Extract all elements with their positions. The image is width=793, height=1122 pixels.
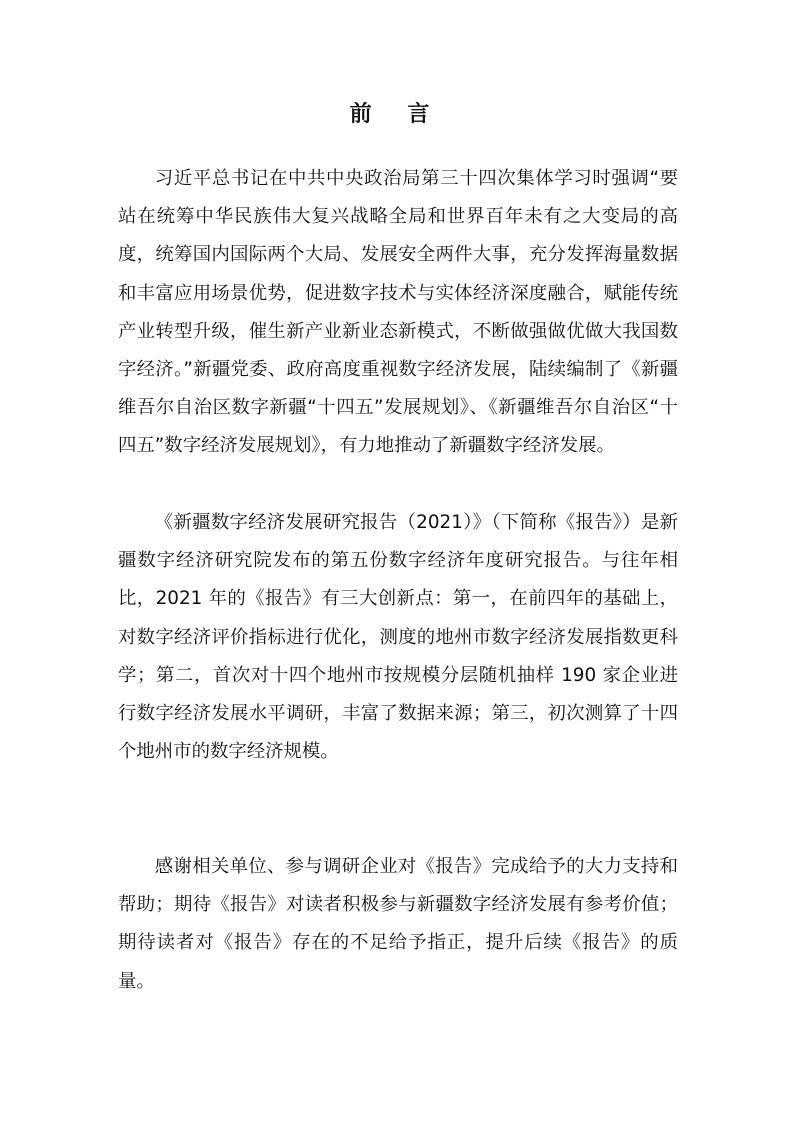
paragraph-intro: 习近平总书记在中共中央政治局第三十四次集体学习时强调“要站在统筹中华民族伟大复兴战略全局和世界百年未有之大变局的高度，统筹国内国际两个大局、发展安全两件大事，充分发挥海量数据和丰富应用场景优势，促进数字技术与实体经济深度融合，赋能传统产业转型升级，催生新产业新业态新模式，不断做强做优做大我国数字经济。”新疆党委、政府高度重视数字经济发展，陆续编制了《新疆维吾尔自治区数字新疆“十四五”发展规划》、《新疆维吾尔自治区“十四五”数字经济发展规划》，有力地推动了新疆数字经济发展。	[118, 168, 678, 457]
paragraph-report-overview: 《新疆数字经济发展研究报告（2021）》（下简称《报告》）是新疆数字经济研究院发布的第五份数字经济年度研究报告。与往年相比，2021 年的《报告》有三大创新点：第一，在前四年的基础上，对数字经济评价指标进行优化，测度的地州市数字经济发展指数更科学；第二，首次对十四个地州市按规模分层随机抽样 190 家企业进行数字经济发展水平调研，丰富了数据来源；第三，初次测算了十四个地州市的数字经济规模。	[118, 512, 678, 763]
page-title: 前 言	[349, 102, 444, 127]
paragraph-acknowledgement: 感谢相关单位、参与调研企业对《报告》完成给予的大力支持和帮助；期待《报告》对读者积极参与新疆数字经济发展有参考价值；期待读者对《报告》存在的不足给予指正，提升后续《报告》的质量。	[118, 856, 678, 992]
